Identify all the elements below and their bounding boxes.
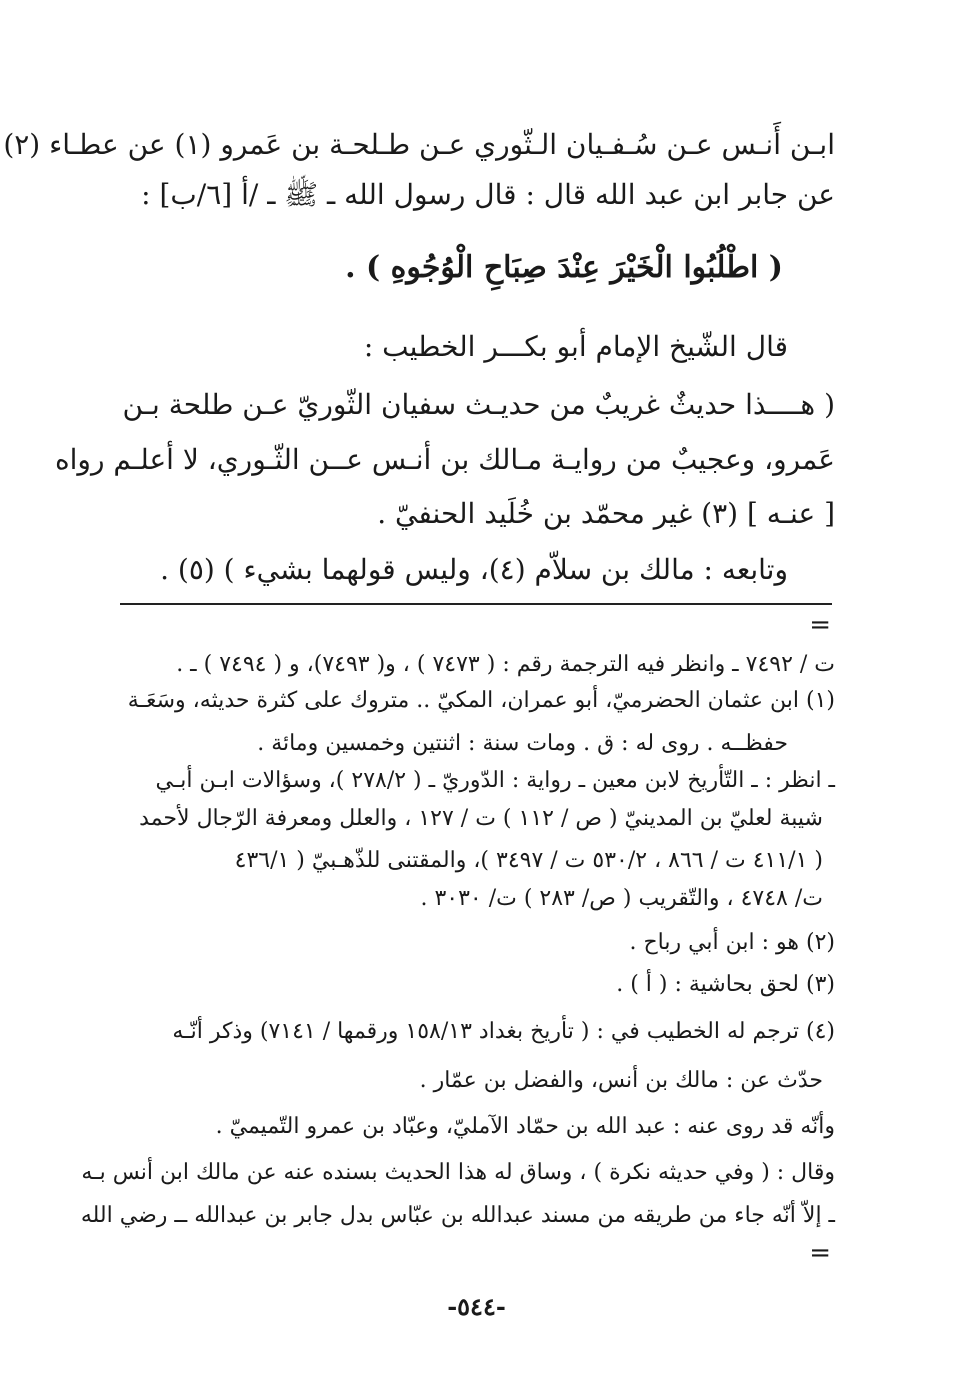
footnote-line-7: ت/ ٤٧٤٨ ، والتّقريب ( ص/ ٢٨٣ ) ت/ ٣٠٣٠ . <box>420 886 823 911</box>
footnote-line-4: ـ انظر : ـ التّأريخ لابن معين ـ رواية : الدّوريّ ـ ( ٢٧٨/٢ )، وسؤالات ابـن أبـي <box>155 768 835 793</box>
continuation-mark-top: = <box>809 610 831 640</box>
footnote-line-6: ( ٤١١/١ ت / ٨٦٦ ، ٥٣٠/٢ ت / ٣٤٩٧ )، والمقتنى للذّهـبيّ ( ٤٣٦/١ <box>234 848 823 873</box>
hadith-text: ( اطْلُبُوا الْخَيْرَ عِنْدَ صِبَاحِ الْوُجُوهِ ) . <box>345 250 783 285</box>
footnote-divider <box>120 603 832 605</box>
body-line-5: ( هــــذا حديثٌ غريبٌ من حديـث سفيان الثّوريّ عـن طلحة بـن <box>122 388 835 421</box>
body-line-7: [ عنـه ] (٣) غير محمّد بن خُلَيد الحنفيّ . <box>377 497 835 530</box>
body-line-8: وتابعه : مالك بن سلاّم (٤)، وليس قولهما بشيء ) (٥) . <box>160 553 788 586</box>
footnote-line-12: وأنّه قد روى عنه : عبد الله بن حمّاد الآمليّ، وعبّاد بن عمرو التّميميّ . <box>215 1114 835 1139</box>
footnote-line-1: ت / ٧٤٩٢ ـ وانظر فيه الترجمة رقم : ( ٧٤٧٣ ) ، و( ٧٤٩٣)، و ( ٧٤٩٤ ) ـ . <box>176 652 835 677</box>
continuation-mark-bottom: = <box>809 1238 831 1268</box>
footnote-line-5: شيبة لعليّ بن المدينيّ ( ص / ١١٢ ) ت / ١٢٧ ، والعلل ومعرفة الرّجال لأحمد <box>139 806 823 831</box>
footnote-line-3: حفظــه . روى له : ق . ومات سنة : اثنتين وخمسين ومائة . <box>257 731 788 756</box>
body-line-1: ابـن أَنـس عـن سُـفـيان الـثّوري عـن طـلحـة بن عَمرو (١) عن عطـاء (٢) <box>3 128 835 161</box>
page-number: -٥٤٤- <box>447 1292 506 1321</box>
footnote-line-8: (٢) هو : ابن أبي رباح . <box>629 930 835 955</box>
footnote-line-10: (٤) ترجم له الخطيب في : ( تأريخ بغداد ١٥٨/١٣ ورقمها / ٧١٤١) وذكر أنّـه <box>172 1019 835 1044</box>
footnote-line-13: وقال : ( وفي حديثه نكرة ) ، وساق له هذا الحديث بسنده عنه عن مالك ابن أنس بـه <box>81 1160 835 1185</box>
body-line-4: قال الشّيخ الإمام أبو بكـــر الخطيب : <box>363 330 788 363</box>
footnote-line-11: حدّث عن : مالك بن أنس، والفضل بن عمّار . <box>419 1068 823 1093</box>
footnote-line-9: (٣) لحق بحاشية : ( أ ) . <box>616 972 835 997</box>
body-line-6: عَمرو، وعجيبٌ من روايـة مـالك بن أنـس عــن الثّـوري، لا أعلـم رواه <box>54 443 835 476</box>
footnote-line-14: ـ إلاّ أنّه جاء من طريقه من مسند عبدالله بن عبّاس بدل جابر بن عبدالله ــ رضي الله <box>80 1203 835 1228</box>
body-line-2: عن جابر ابن عبد الله قال : قال رسول الله ـ ﷺ ـ /أ [٦/ب] : <box>141 178 835 211</box>
footnote-line-2: (١) ابن عثمان الحضرميّ، أبو عمران، المكيّ .. متروك على كثرة حديثه، وسَعَـة <box>127 688 835 713</box>
